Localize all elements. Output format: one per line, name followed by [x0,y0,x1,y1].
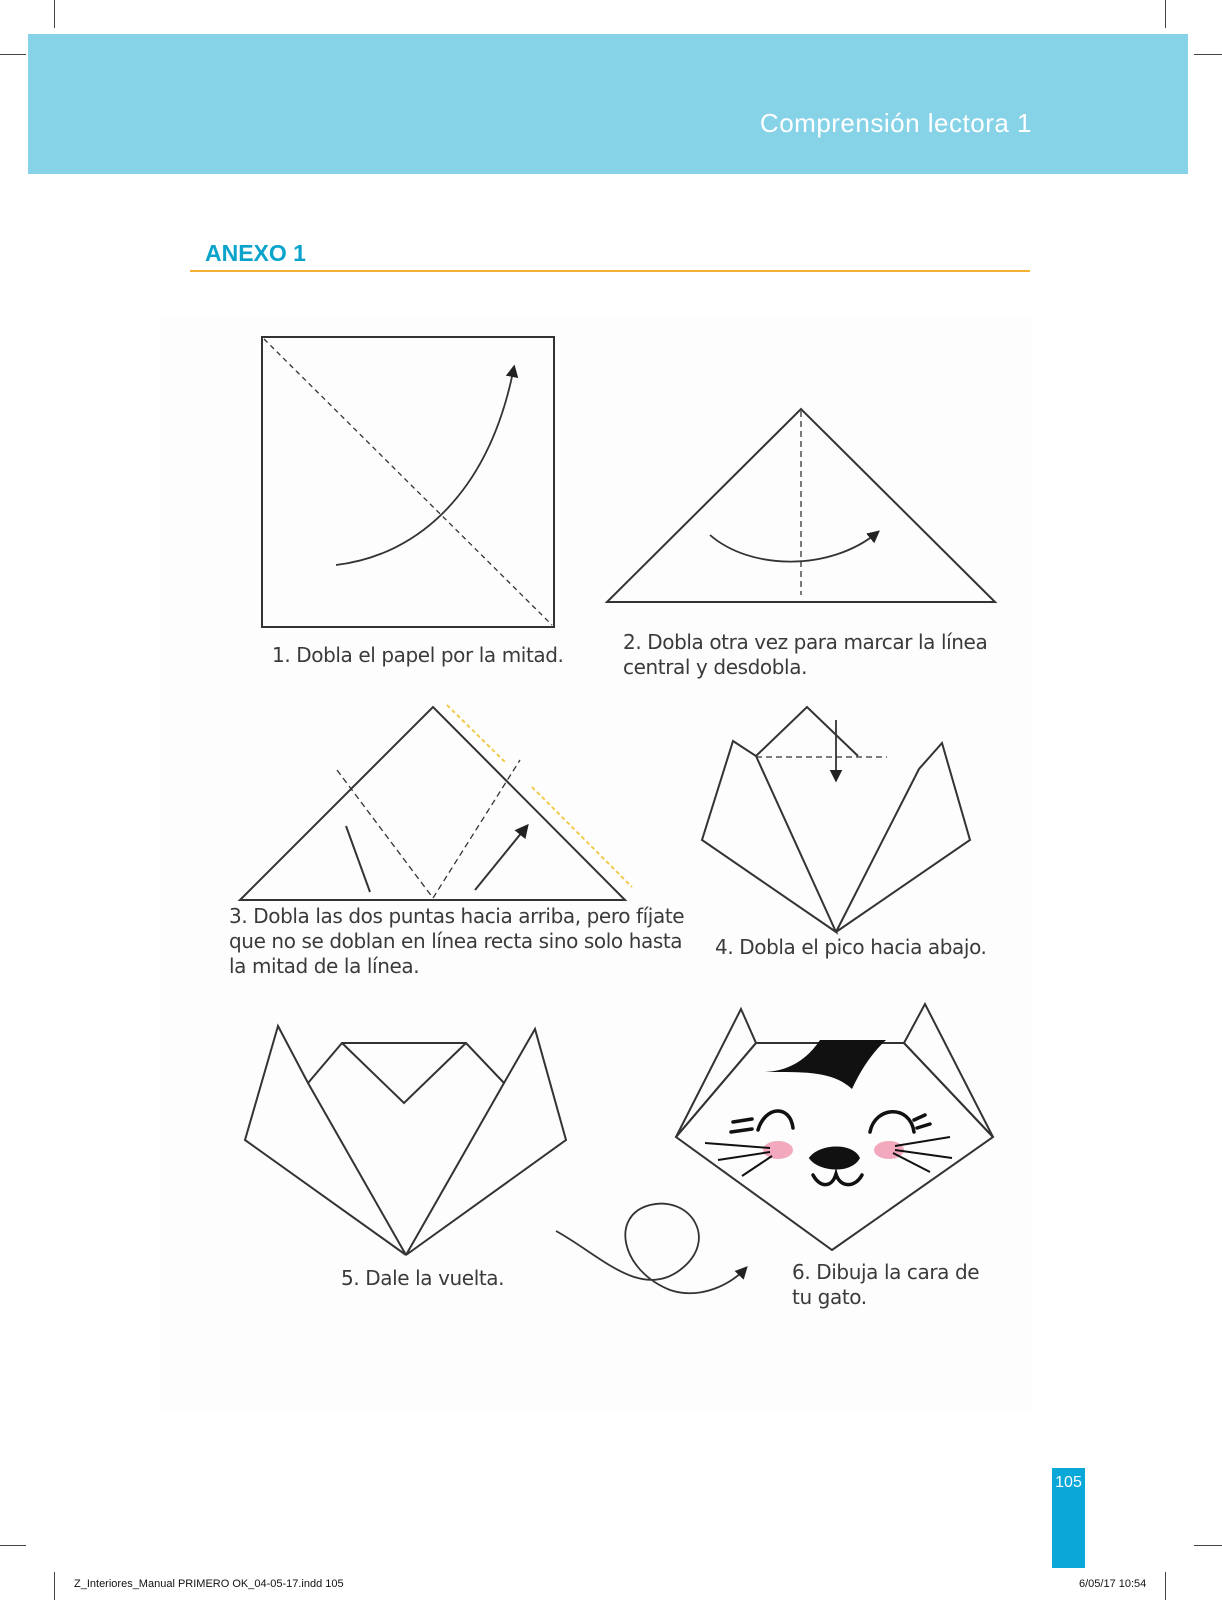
section-title: ANEXO 1 [205,240,306,266]
caption-line: 6. Dibuja la cara de [792,1260,980,1284]
caption-line: 3. Dobla las dos puntas hacia arriba, pero fíjate [229,904,685,928]
step1-caption: 1. Dobla el papel por la mitad. [272,643,564,667]
step5-turn-over-diagram [245,1026,566,1255]
caption-line: tu gato. [792,1285,867,1309]
caption-line: la mitad de la línea. [229,954,420,978]
caption-line: que no se doblan en línea recta sino solo hasta [229,929,683,953]
slug-filename: Z_Interiores_Manual PRIMERO OK_04-05-17.indd 105 [74,1578,344,1590]
step4-caption: 4. Dobla el pico hacia abajo. [715,935,987,959]
slug-date: 6/05/17 10:54 [1079,1578,1147,1590]
step3-triangle-folds-diagram [240,705,632,900]
step6-caption [792,1260,979,1310]
step4-fold-down-diagram [702,707,970,932]
step1-square-diagram [262,337,554,627]
loop-arrow-icon [556,1204,746,1294]
step6-cat-face-diagram [676,1004,993,1250]
step2-caption [623,630,987,680]
step2-triangle-diagram [607,409,995,602]
page-number: 105 [1055,1474,1082,1491]
caption-line: 2. Dobla otra vez para marcar la línea [623,630,988,654]
step3-caption [229,904,684,979]
header-title: Comprensión lectora 1 [759,108,1032,138]
caption-line: central y desdobla. [623,655,808,679]
step5-caption: 5. Dale la vuelta. [341,1266,505,1290]
